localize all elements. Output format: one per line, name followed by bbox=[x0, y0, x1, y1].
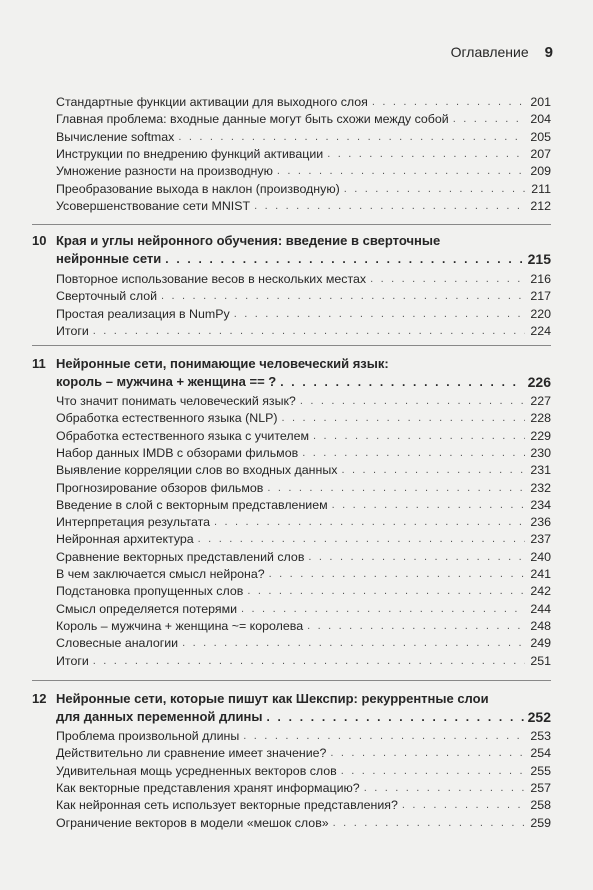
section-divider bbox=[32, 345, 551, 346]
leader-dots bbox=[330, 746, 525, 761]
toc-entry-title: Главная проблема: входные данные могут быть схожи между собой bbox=[56, 112, 449, 127]
toc-entry-title: Обработка естественного языка (NLP) bbox=[56, 411, 278, 426]
chapter-title-line1: Нейронные сети, понимающие человеческий язык: bbox=[56, 356, 389, 371]
toc-entry[interactable] bbox=[56, 145, 551, 162]
leader-dots bbox=[254, 199, 525, 214]
toc-entry-page: 234 bbox=[530, 497, 551, 512]
toc-entry-title: Сравнение векторных представлений слов bbox=[56, 549, 305, 564]
leader-dots bbox=[308, 550, 525, 565]
toc-entry[interactable] bbox=[56, 461, 551, 478]
leader-dots bbox=[332, 498, 525, 513]
leader-dots bbox=[280, 373, 523, 391]
toc-entry-title: Набор данных IMDB с обзорами фильмов bbox=[56, 445, 299, 460]
chapter-title-line2-text: король – мужчина + женщина == ? bbox=[56, 374, 277, 389]
toc-entry-title: Ограничение векторов в модели «мешок слов» bbox=[56, 815, 329, 830]
toc-entry[interactable] bbox=[56, 93, 551, 110]
toc-entry-page: 254 bbox=[530, 746, 551, 761]
leader-dots bbox=[307, 619, 525, 634]
toc-entry-page: 253 bbox=[530, 729, 551, 743]
running-header bbox=[451, 44, 553, 61]
toc-entry[interactable] bbox=[56, 565, 551, 582]
toc-entry[interactable] bbox=[56, 305, 551, 322]
chapter-page: 252 bbox=[527, 709, 551, 725]
toc-entry[interactable] bbox=[56, 479, 551, 496]
leader-dots bbox=[93, 324, 525, 339]
toc-entry-title: Обработка естественного языка с учителем bbox=[56, 428, 309, 443]
toc-entry-page: 258 bbox=[530, 798, 551, 813]
toc-entry[interactable] bbox=[56, 548, 551, 565]
toc-entry[interactable] bbox=[56, 762, 551, 779]
toc-entry-title: Прогнозирование обзоров фильмов bbox=[56, 480, 264, 495]
leader-dots bbox=[182, 636, 525, 651]
leader-dots bbox=[93, 654, 525, 669]
toc-entry-page: 259 bbox=[530, 815, 551, 830]
toc-entry[interactable] bbox=[56, 270, 551, 287]
leader-dots bbox=[313, 429, 525, 444]
chapter-title-line2 bbox=[56, 708, 551, 726]
toc-entry-page: 216 bbox=[530, 272, 551, 286]
toc-entry-page: 230 bbox=[530, 445, 551, 460]
toc-entry-title: Преобразование выхода в наклон (производную) bbox=[56, 181, 340, 196]
toc-entry[interactable] bbox=[56, 779, 551, 796]
leader-dots bbox=[234, 307, 525, 322]
toc-entry-title: Смысл определяется потерями bbox=[56, 601, 238, 616]
toc-entry-title: Проблема произвольной длины bbox=[56, 729, 240, 743]
toc-entry-title: Итоги bbox=[56, 323, 89, 338]
toc-entry-page: 232 bbox=[530, 480, 551, 495]
toc-entry[interactable] bbox=[56, 744, 551, 761]
toc-entry[interactable] bbox=[56, 409, 551, 426]
leader-dots bbox=[241, 602, 525, 617]
leader-dots bbox=[214, 515, 525, 530]
toc-entry[interactable] bbox=[56, 814, 551, 831]
toc-entry-title: Инструкции по внедрению функций активации bbox=[56, 146, 324, 161]
toc-entry[interactable] bbox=[56, 634, 551, 651]
toc-entry[interactable] bbox=[56, 727, 551, 744]
toc-entry-page: 227 bbox=[530, 394, 551, 408]
header-page-number: 9 bbox=[544, 44, 553, 61]
chapter-title-line2-text: нейронные сети bbox=[56, 251, 162, 266]
leader-dots bbox=[247, 584, 525, 599]
toc-entry-title: Как векторные представления хранят информацию? bbox=[56, 780, 360, 795]
toc-entry-page: 228 bbox=[530, 411, 551, 426]
toc-entry-title: Интерпретация результата bbox=[56, 515, 211, 530]
chapter-page: 226 bbox=[527, 374, 551, 390]
header-title: Оглавление bbox=[450, 44, 529, 60]
toc-entry[interactable] bbox=[56, 322, 551, 339]
toc-entry-title: Словесные аналогии bbox=[56, 636, 179, 651]
toc-entry[interactable] bbox=[56, 582, 551, 599]
toc-entry-title: Усовершенствование сети MNIST bbox=[56, 198, 251, 213]
toc-entry-page: 231 bbox=[530, 463, 551, 478]
leader-dots bbox=[277, 164, 525, 179]
toc-entry-page: 257 bbox=[530, 780, 551, 795]
toc-entry-page: 237 bbox=[530, 532, 551, 547]
leader-dots bbox=[327, 147, 525, 162]
toc-entry[interactable] bbox=[56, 496, 551, 513]
toc-entry[interactable] bbox=[56, 530, 551, 547]
toc-entry-title: Простая реализация в NumPy bbox=[56, 306, 230, 321]
toc-entry-title: Стандартные функции активации для выходного слоя bbox=[56, 95, 368, 109]
toc-entry-page: 207 bbox=[530, 146, 551, 161]
toc-entry-page: 249 bbox=[530, 636, 551, 651]
toc-entry[interactable] bbox=[56, 180, 551, 197]
toc-entry-page: 217 bbox=[530, 289, 551, 304]
chapter-title-line2 bbox=[56, 250, 551, 268]
section-divider bbox=[32, 680, 551, 681]
toc-entry-page: 240 bbox=[530, 549, 551, 564]
toc-entry[interactable] bbox=[56, 392, 551, 409]
toc-entry-page: 201 bbox=[530, 95, 551, 109]
toc-entry-title: Повторное использование весов в нескольких местах bbox=[56, 272, 367, 286]
chapter-number: 10 bbox=[32, 233, 47, 248]
leader-dots bbox=[302, 446, 525, 461]
leader-dots bbox=[344, 182, 525, 197]
toc-entry-title: Введение в слой с векторным представлением bbox=[56, 497, 328, 512]
toc-entry-title: Король – мужчина + женщина ~= королева bbox=[56, 618, 304, 633]
toc-entry-page: 209 bbox=[530, 164, 551, 179]
leader-dots bbox=[269, 567, 525, 582]
toc-entry-title: Сверточный слой bbox=[56, 289, 158, 304]
toc-entry-page: 236 bbox=[530, 515, 551, 530]
toc-entry[interactable] bbox=[56, 444, 551, 461]
leader-dots bbox=[402, 798, 525, 813]
leader-dots bbox=[453, 112, 525, 127]
chapter-title-line2 bbox=[56, 373, 551, 391]
toc-entry[interactable] bbox=[56, 162, 551, 179]
toc-entry[interactable] bbox=[56, 796, 551, 813]
toc-entry-title: Умножение разности на производную bbox=[56, 164, 273, 179]
toc-entry[interactable] bbox=[56, 128, 551, 145]
toc-entry-title: В чем заключается смысл нейрона? bbox=[56, 567, 265, 581]
toc-entry-title: Удивительная мощь усредненных векторов слов bbox=[56, 763, 337, 778]
leader-dots bbox=[165, 250, 523, 268]
chapter-title-line2-text: для данных переменной длины bbox=[56, 709, 263, 724]
toc-entry[interactable] bbox=[56, 110, 551, 127]
toc-entry-title: Вычисление softmax bbox=[56, 129, 175, 144]
leader-dots bbox=[267, 481, 525, 496]
toc-entry-page: 220 bbox=[530, 306, 551, 321]
leader-dots bbox=[178, 130, 525, 145]
toc-entry[interactable] bbox=[56, 427, 551, 444]
leader-dots bbox=[333, 816, 525, 831]
toc-entry[interactable] bbox=[56, 513, 551, 530]
toc-entry[interactable] bbox=[56, 600, 551, 617]
leader-dots bbox=[372, 95, 525, 110]
chapter-title-line1: Края и углы нейронного обучения: введение в сверточные bbox=[56, 233, 441, 248]
toc-entry[interactable] bbox=[56, 652, 551, 669]
leader-dots bbox=[161, 289, 525, 304]
leader-dots bbox=[341, 463, 525, 478]
toc-entry-title: Выявление корреляции слов во входных данных bbox=[56, 463, 338, 478]
leader-dots bbox=[300, 394, 525, 409]
leader-dots bbox=[341, 764, 525, 779]
chapter-title-line1: Нейронные сети, которые пишут как Шекспир: рекуррентные слои bbox=[56, 691, 489, 706]
toc-entry-page: 251 bbox=[530, 653, 551, 668]
toc-entry-title: Нейронная архитектура bbox=[56, 532, 194, 547]
toc-entry-page: 248 bbox=[530, 618, 551, 633]
toc-entry[interactable] bbox=[56, 197, 551, 214]
toc-entry-page: 242 bbox=[530, 584, 551, 599]
chapter-page: 215 bbox=[527, 251, 551, 267]
toc-entry-page: 241 bbox=[530, 567, 551, 581]
toc-entry-title: Действительно ли сравнение имеет значение? bbox=[56, 746, 327, 761]
toc-entry-page: 229 bbox=[530, 428, 551, 443]
toc-entry-page: 204 bbox=[530, 112, 551, 127]
toc-entry-page: 212 bbox=[530, 198, 551, 213]
toc-entry[interactable] bbox=[56, 617, 551, 634]
toc-entry-page: 211 bbox=[531, 181, 551, 196]
leader-dots bbox=[364, 781, 525, 796]
toc-entry-title: Как нейронная сеть использует векторные представления? bbox=[56, 798, 398, 813]
toc-entry-page: 205 bbox=[530, 129, 551, 144]
chapter-number: 12 bbox=[32, 691, 47, 706]
leader-dots bbox=[282, 411, 526, 426]
toc-entry[interactable] bbox=[56, 287, 551, 304]
chapter-number: 11 bbox=[32, 356, 46, 371]
toc-entry-page: 224 bbox=[530, 323, 551, 338]
leader-dots bbox=[198, 532, 525, 547]
section-divider bbox=[32, 224, 551, 225]
toc-entry-page: 244 bbox=[530, 601, 551, 616]
toc-entry-title: Что значит понимать человеческий язык? bbox=[56, 394, 296, 408]
toc-entry-title: Итоги bbox=[56, 653, 89, 668]
toc-entry-page: 255 bbox=[530, 763, 551, 778]
toc-entry-title: Подстановка пропущенных слов bbox=[56, 584, 244, 599]
leader-dots bbox=[266, 708, 523, 726]
leader-dots bbox=[370, 272, 525, 287]
leader-dots bbox=[243, 729, 525, 744]
